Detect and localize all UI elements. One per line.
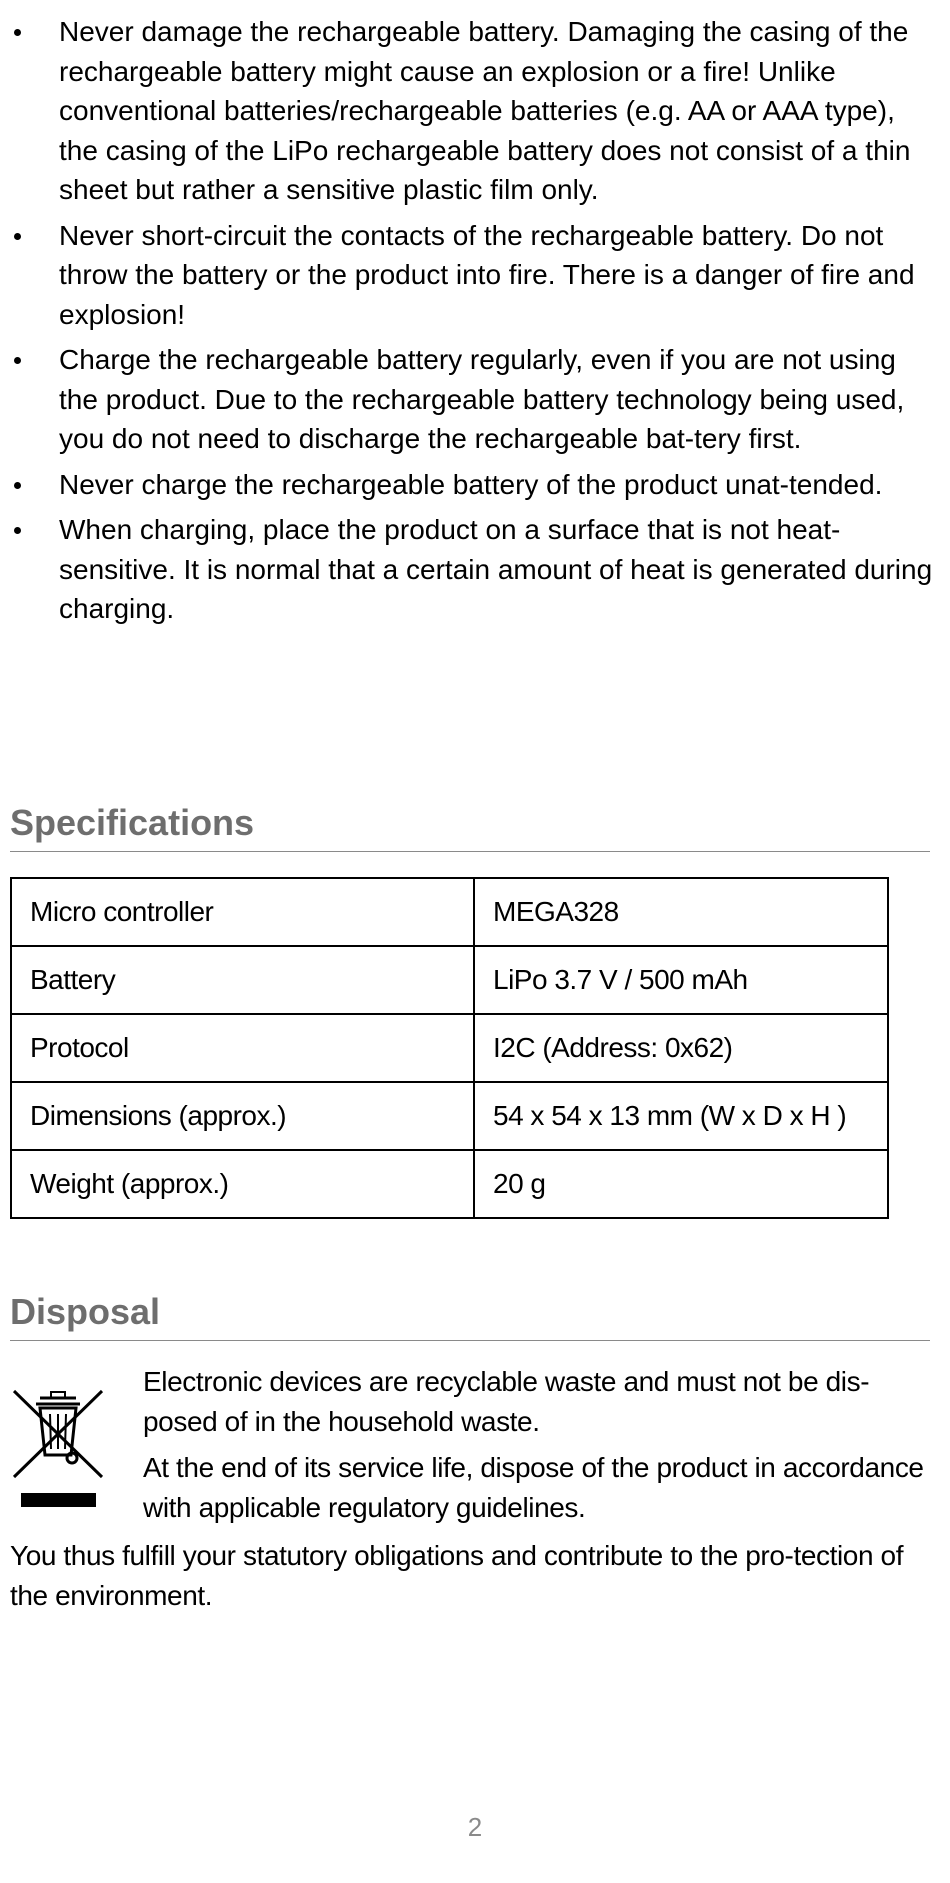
bullet-dot-icon (14, 233, 21, 240)
bullet-dot-icon (14, 357, 21, 364)
weee-crossed-bin-icon (10, 1387, 106, 1509)
safety-bullet-text: Never short-circuit the contacts of the rechargeable battery. Do not throw the battery or the product into fire. There is a danger of fire and explosion! (59, 219, 915, 330)
safety-bullet-text: Charge the rechargeable battery regularly, even if you are not using the product. Due to the rechargeable battery technology being used, you do not need to discharge the rechargeable bat-tery first. (59, 344, 905, 454)
table-row (11, 1150, 888, 1218)
spec-label: Micro controller (11, 878, 474, 946)
table-row (11, 1082, 888, 1150)
spec-label: Battery (11, 946, 474, 1014)
specifications-table (10, 877, 889, 1219)
spec-value: I2C (Address: 0x62) (474, 1014, 888, 1082)
safety-bullet-text: Never charge the rechargeable battery of the product unat-tended. (59, 468, 883, 500)
spec-value: 54 x 54 x 13 mm (W x D x H ) (474, 1082, 888, 1150)
bullet-dot-icon (14, 527, 21, 534)
disposal-heading: Disposal (10, 1290, 930, 1341)
spec-label: Protocol (11, 1014, 474, 1082)
spec-value: 20 g (474, 1150, 888, 1218)
safety-bullet-item (10, 465, 940, 505)
spec-label: Dimensions (approx.) (11, 1082, 474, 1150)
table-row (11, 1014, 888, 1082)
disposal-text (143, 1362, 943, 1534)
bullet-dot-icon (14, 482, 21, 489)
safety-bullet-item (10, 216, 940, 335)
disposal-paragraph: At the end of its service life, dispose of the product in accordance with applicable regulatory guidelines. (143, 1452, 924, 1523)
disposal-footer-text: You thus fulfill your statutory obligations and contribute to the pro-tection of the environment. (10, 1540, 904, 1611)
safety-bullet-item (10, 340, 940, 459)
safety-bullet-item (10, 510, 940, 629)
safety-bullet-text: When charging, place the product on a surface that is not heat-sensitive. It is normal that a certain amount of heat is generated during charging. (59, 514, 933, 624)
spec-value: MEGA328 (474, 878, 888, 946)
spec-label: Weight (approx.) (11, 1150, 474, 1218)
spec-value: LiPo 3.7 V / 500 mAh (474, 946, 888, 1014)
page-number: 2 (467, 1812, 483, 1842)
safety-bullet-item (10, 12, 940, 210)
safety-bullet-text: Never damage the rechargeable battery. Damaging the casing of the rechargeable battery might cause an explosion or a fire! Unlike conventional batteries/rechargeable batteries (e.g. AA or AAA type), the casing of the LiPo rechargeable battery does not consist of a thin sheet but rather a sensitive plastic film only. (59, 16, 911, 205)
safety-bullet-list (10, 12, 940, 635)
specifications-heading: Specifications (10, 801, 930, 852)
disposal-paragraph: Electronic devices are recyclable waste and must not be dis-posed of in the household waste. (143, 1366, 870, 1437)
table-row (11, 878, 888, 946)
table-row (11, 946, 888, 1014)
bullet-dot-icon (14, 29, 21, 36)
